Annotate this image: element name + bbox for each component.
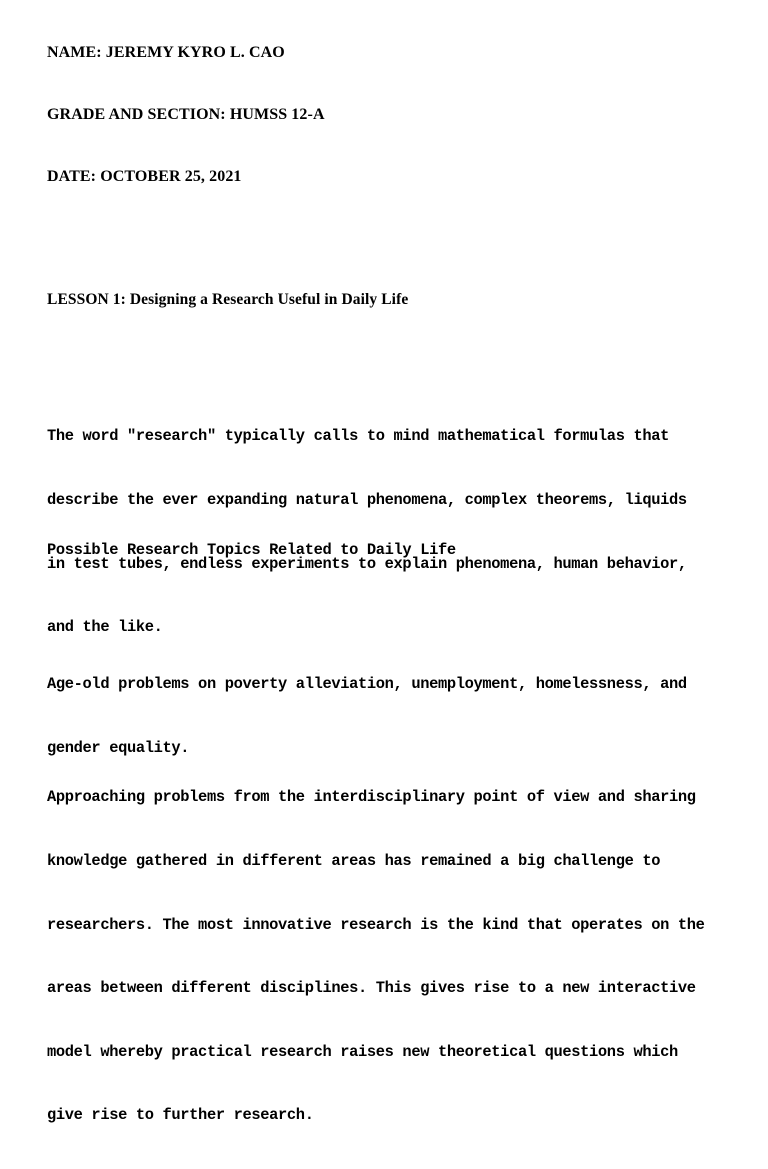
subheading: Possible Research Topics Related to Daily Life <box>47 541 456 559</box>
paragraph-interdisciplinary <box>47 745 705 1169</box>
paragraph-line: model whereby practical research raises new theoretical questions which <box>47 1042 678 1061</box>
grade-section: GRADE AND SECTION: HUMSS 12-A <box>47 106 325 123</box>
paragraph-line: describe the ever expanding natural phenomena, complex theorems, liquids <box>47 491 687 510</box>
paragraph-line: give rise to further research. <box>47 1106 314 1125</box>
paragraph-line: in test tubes, endless experiments to explain phenomena, human behavior, <box>47 554 687 573</box>
paragraph-line: Age-old problems on poverty alleviation, unemployment, homelessness, and <box>47 675 687 694</box>
paragraph-line: and the like. <box>47 618 163 637</box>
paragraph-line: areas between different disciplines. This gives rise to a new interactive <box>47 979 696 998</box>
paragraph-line: knowledge gathered in different areas has remained a big challenge to <box>47 852 661 871</box>
student-name: NAME: JEREMY KYRO L. CAO <box>47 44 285 61</box>
document-date: DATE: OCTOBER 25, 2021 <box>47 168 242 185</box>
paragraph-line: gender equality. <box>47 739 190 758</box>
paragraph-line: The word "research" typically calls to mind mathematical formulas that <box>47 427 670 446</box>
paragraph-line: Approaching problems from the interdisciplinary point of view and sharing <box>47 788 696 807</box>
paragraph-line: researchers. The most innovative research is the kind that operates on the <box>47 915 705 934</box>
lesson-title: LESSON 1: Designing a Research Useful in Daily Life <box>47 291 409 308</box>
